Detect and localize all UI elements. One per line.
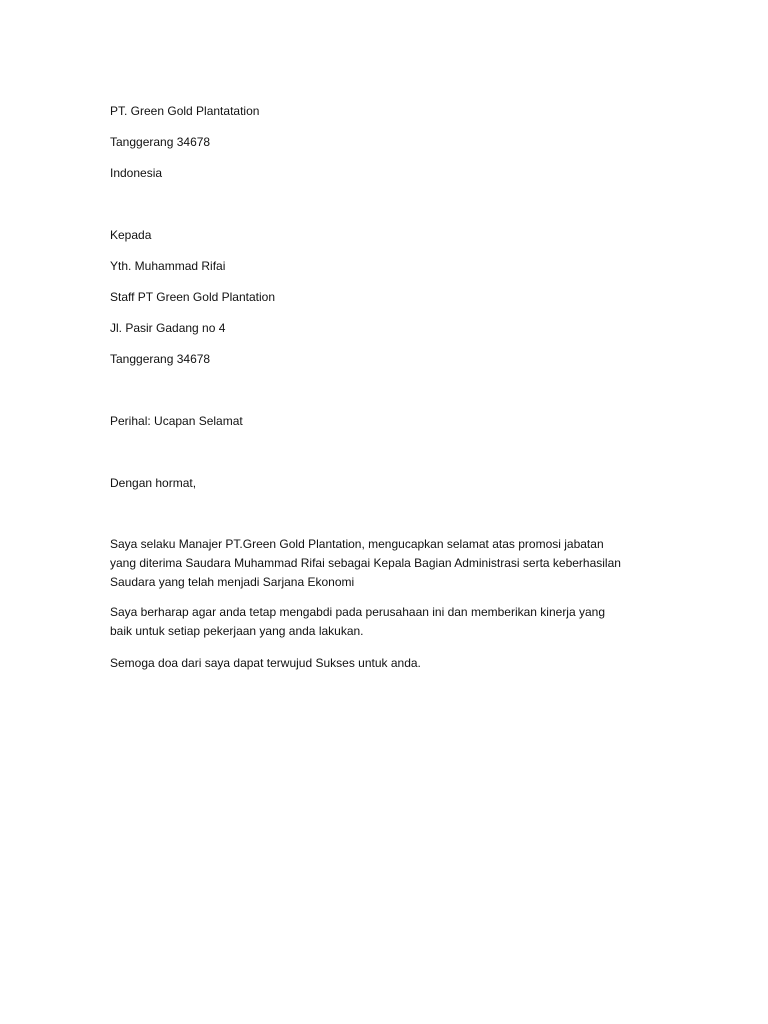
- body-paragraph-1-line: Saudara yang telah menjadi Sarjana Ekonomi: [110, 575, 355, 589]
- sender-company: PT. Green Gold Plantatation: [110, 104, 260, 118]
- subject-line: Perihal: Ucapan Selamat: [110, 414, 243, 428]
- recipient-position: Staff PT Green Gold Plantation: [110, 290, 275, 304]
- recipient-name: Yth. Muhammad Rifai: [110, 259, 226, 273]
- sender-country: Indonesia: [110, 166, 163, 180]
- greeting: Dengan hormat,: [110, 476, 197, 490]
- body-paragraph-1-line: yang diterima Saudara Muhammad Rifai sebagai Kepala Bagian Administrasi serta keberhasilan: [110, 556, 621, 570]
- body-paragraph-3: Semoga doa dari saya dapat terwujud Sukses untuk anda.: [110, 656, 421, 670]
- recipient-to: Kepada: [110, 228, 152, 242]
- recipient-address: Jl. Pasir Gadang no 4: [110, 321, 226, 335]
- body-paragraph-2-line: baik untuk setiap pekerjaan yang anda lakukan.: [110, 624, 364, 638]
- sender-city: Tanggerang 34678: [110, 135, 211, 149]
- body-paragraph-1-line: Saya selaku Manajer PT.Green Gold Plantation, mengucapkan selamat atas promosi jabatan: [110, 537, 604, 551]
- recipient-city: Tanggerang 34678: [110, 352, 211, 366]
- body-paragraph-2-line: Saya berharap agar anda tetap mengabdi pada perusahaan ini dan memberikan kinerja yang: [110, 605, 606, 619]
